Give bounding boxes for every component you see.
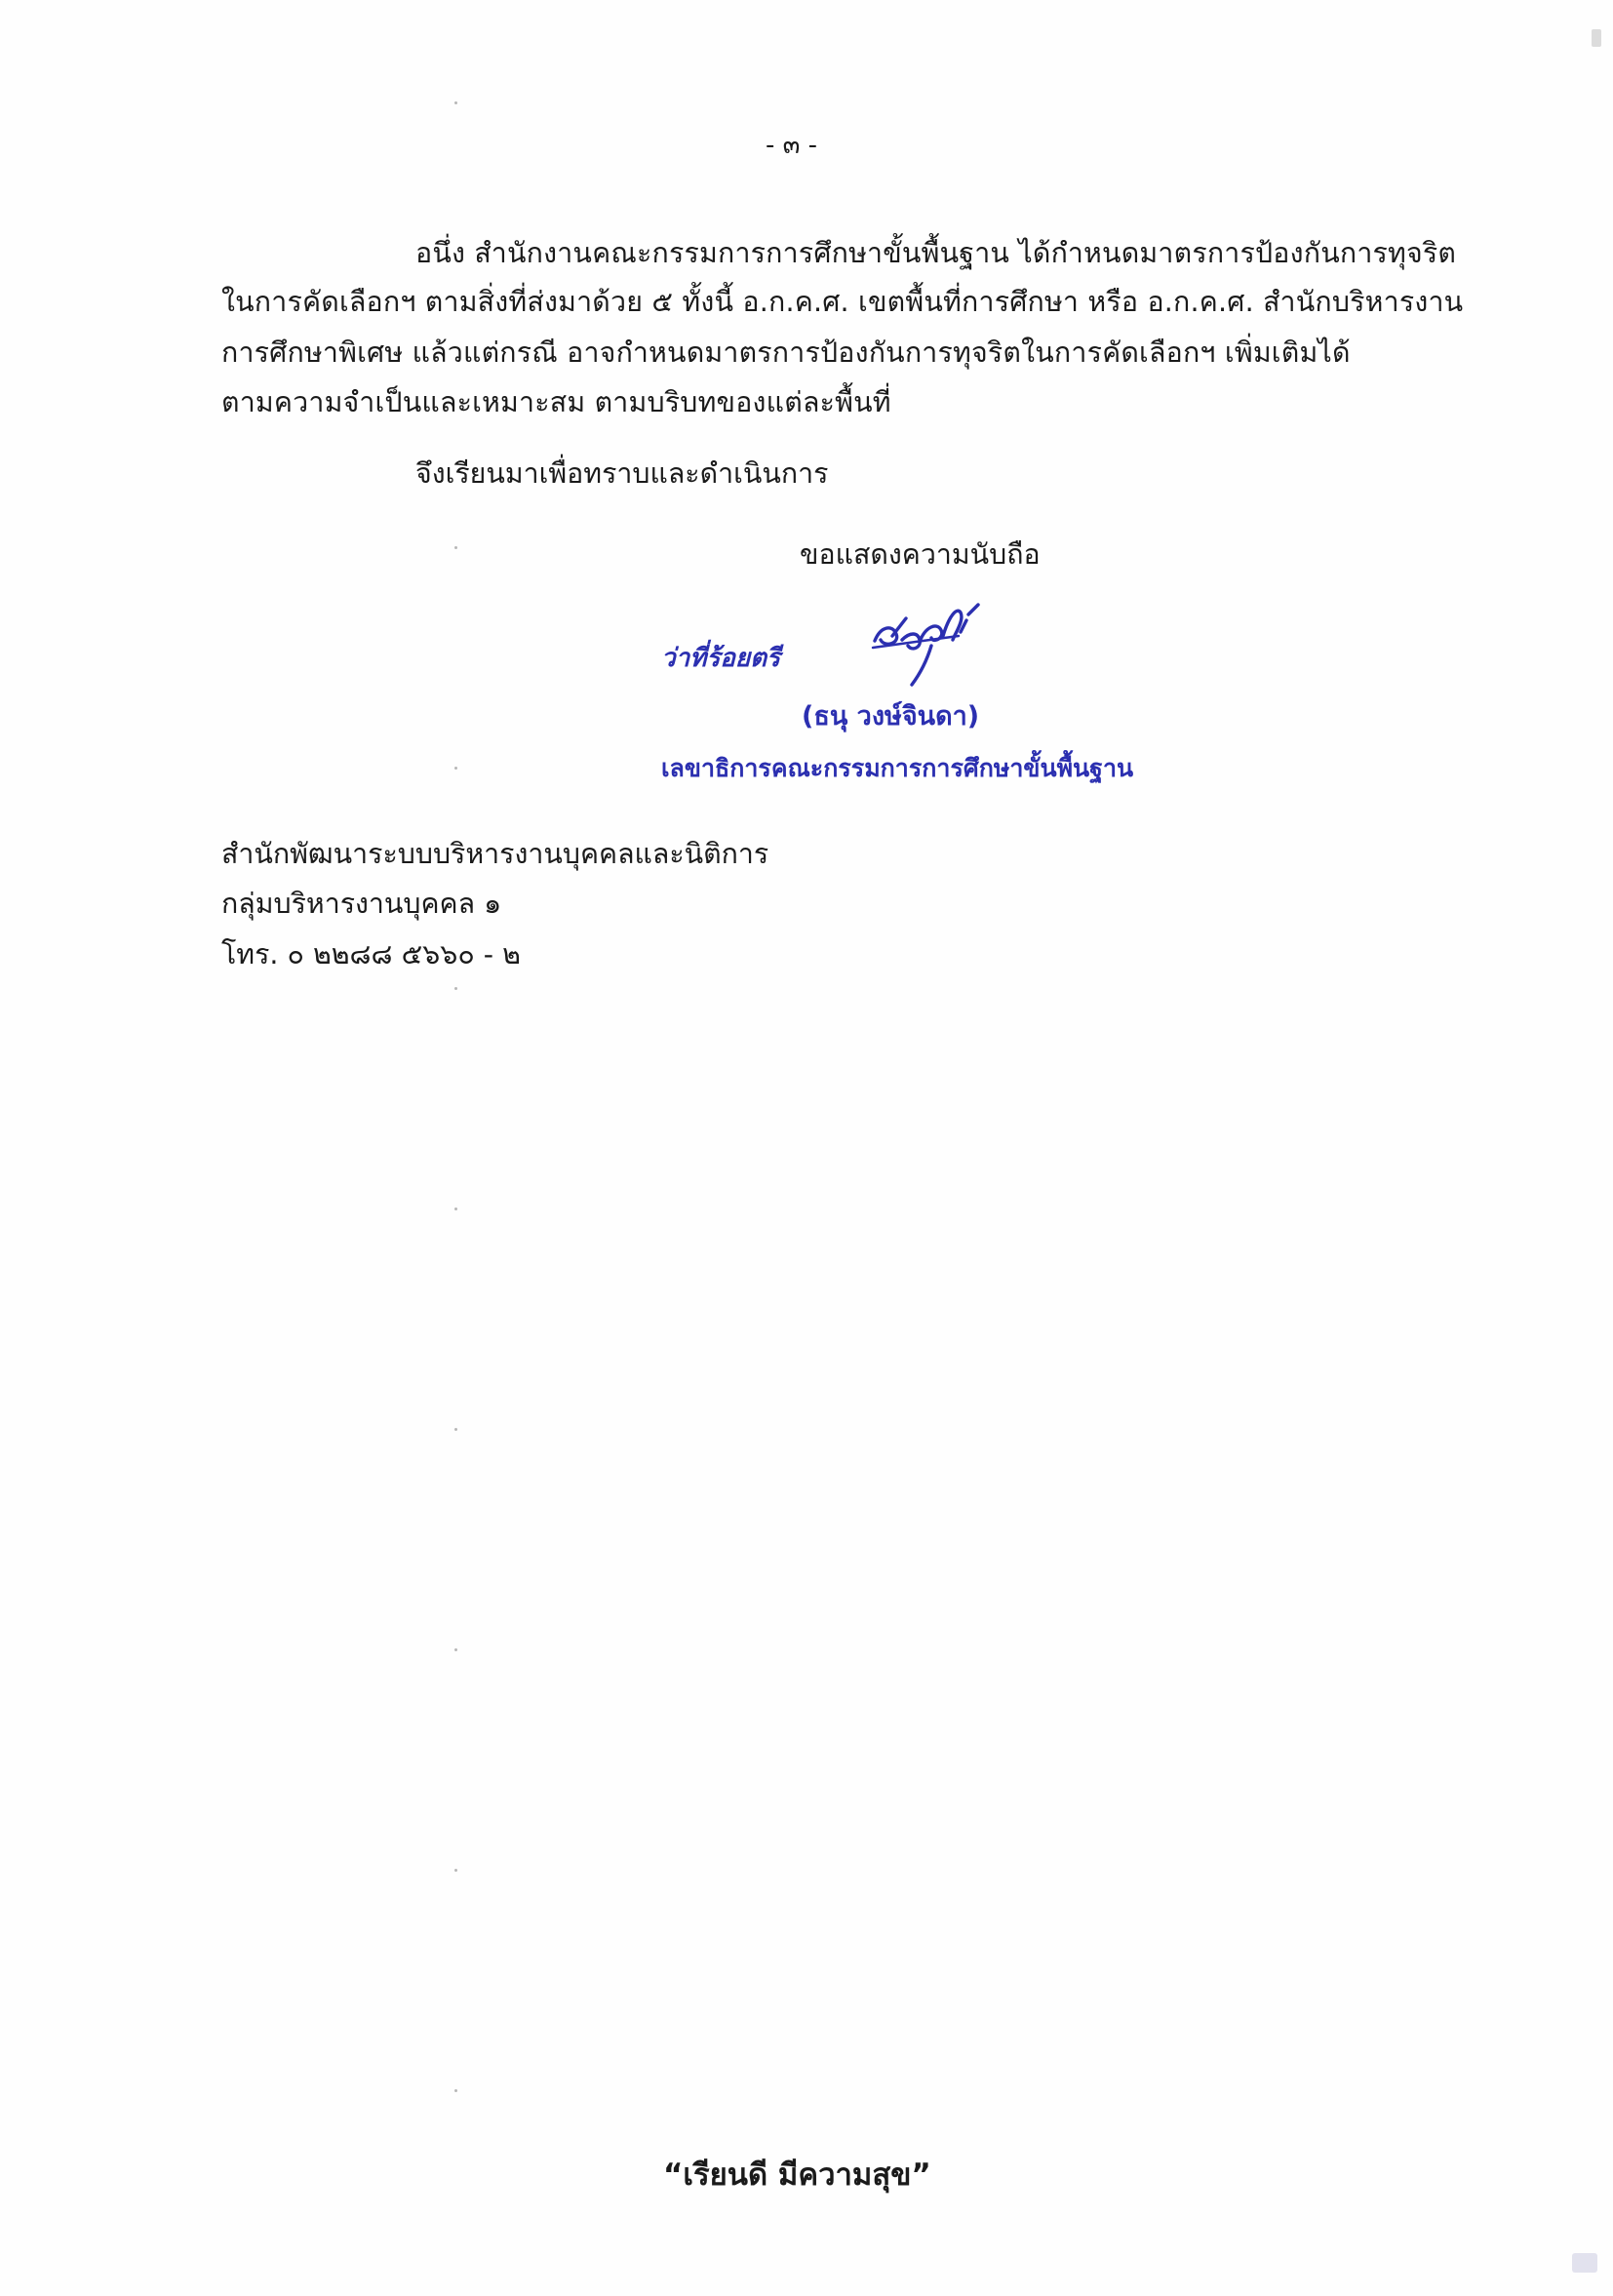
scan-speck bbox=[454, 1869, 457, 1872]
scan-speck bbox=[454, 987, 457, 990]
handwritten-signature bbox=[863, 597, 1000, 690]
scan-speck bbox=[454, 1207, 457, 1210]
footer-motto: “เรียนดี มีความสุข” bbox=[663, 2157, 931, 2193]
closing-regards: ขอแสดงความนับถือ bbox=[800, 538, 1041, 571]
office-phone: โทร. ๐ ๒๒๘๘ ๕๖๖๐ - ๒ bbox=[221, 938, 521, 970]
scan-speck bbox=[454, 546, 457, 549]
scan-speck bbox=[1592, 29, 1601, 47]
scan-speck bbox=[1572, 2253, 1597, 2273]
scan-speck bbox=[454, 1428, 457, 1431]
body-line-1: อนึ่ง สำนักงานคณะกรรมการการศึกษาขั้นพื้นฐาน ได้กำหนดมาตรการป้องกันการทุจริต bbox=[415, 237, 1457, 269]
signatory-rank-stamp: ว่าที่ร้อยตรี bbox=[661, 644, 781, 673]
scan-speck bbox=[454, 101, 457, 104]
signatory-name-stamp: (ธนุ วงษ์จินดา) bbox=[802, 701, 980, 732]
body-line-2: ในการคัดเลือกฯ ตามสิ่งที่ส่งมาด้วย ๕ ทั้งนี้ อ.ก.ค.ศ. เขตพื้นที่การศึกษา หรือ อ.ก.ค.ศ. สำนักบริหารงาน bbox=[221, 286, 1464, 318]
scan-speck bbox=[454, 767, 457, 770]
signatory-title-stamp: เลขาธิการคณะกรรมการการศึกษาขั้นพื้นฐาน bbox=[661, 754, 1134, 782]
office-department: สำนักพัฒนาระบบบริหารงานบุคคลและนิติการ bbox=[221, 838, 769, 870]
office-group: กลุ่มบริหารงานบุคคล ๑ bbox=[221, 888, 502, 920]
closing-sentence: จึงเรียนมาเพื่อทราบและดำเนินการ bbox=[415, 457, 829, 490]
body-line-3: การศึกษาพิเศษ แล้วแต่กรณี อาจกำหนดมาตรการป้องกันการทุจริตในการคัดเลือกฯ เพิ่มเติมได้ bbox=[221, 336, 1351, 369]
scan-speck bbox=[454, 2089, 457, 2092]
scan-speck bbox=[454, 1648, 457, 1651]
page-number: - ๓ - bbox=[766, 131, 818, 160]
body-line-4: ตามความจำเป็นและเหมาะสม ตามบริบทของแต่ละพื้นที่ bbox=[221, 386, 891, 418]
